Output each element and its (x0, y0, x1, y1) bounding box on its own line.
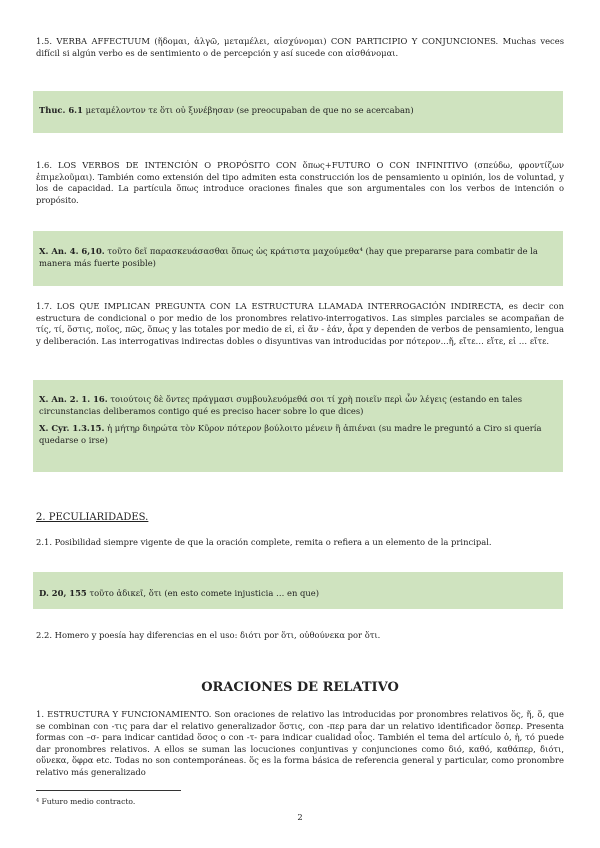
citation: X. An. 2. 1. 16. (39, 394, 108, 404)
citation: Thuc. 6.1 (39, 105, 83, 115)
citation: X. An. 4. 6,10. (39, 246, 105, 256)
example-text: ἡ μήτηρ διηρώτα τὸν Κῦρον πότερον βούλοιτο μένειν ἢ ἀπιέναι (su madre le preguntó a Ciro si quería quedarse o irse) (39, 423, 542, 445)
paragraph-verba-affectuum: 1.5. VERBA AFFECTUUM (ἥδομαι, ἀλγῶ, μεταμέλει, αἰσχύνομαι) CON PARTICIPIO Y CONJUNCIONES. Muchas veces difícil si algún verbo es de sentimiento o de percepción y así sucede con αἰσθάνομαι. (36, 36, 564, 58)
paragraph-estructura: 1. ESTRUCTURA Y FUNCIONAMIENTO. Son oraciones de relativo las introducidas por pronombres relativos ὅς, ἥ, ὅ, que se combinan con -τις para dar el relativo generalizador ὅστις, con -περ para dar un relativo identificador ὅσπερ. Presenta formas con –σ- para indicar cantidad ὅσος o con -τ- para indicar cualidad οἷος. También el tema del artículo ὁ, ἡ, τό puede dar pronombres relativos. A ellos se suman las locuciones conjuntivas y conjunciones como διό, καθό, καθάπερ, διότι, οὕνεκα, ὅφρα etc. Todas no son contemporáneas. ὅς es la forma básica de referencia general y particular, como pronombre relativo más generalizado (36, 709, 564, 777)
paragraph-homero: 2.2. Homero y poesía hay diferencias en el uso: διότι por ὅτι, οὐθούνεκα por ὅτι. (36, 630, 381, 640)
paragraph-posibilidad: 2.1. Posibilidad siempre vigente de que la oración complete, remita o refiera a un elemento de la principal. (36, 537, 492, 547)
footnote-divider (36, 790, 181, 791)
example-box-anabasis (33, 231, 563, 286)
example-text: τοῦτο δεῖ παρασκευάσασθαι ὅπως ὡς κράτιστα μαχούμεθα⁴ (hay que prepararse para combatir de la manera más fuerte posible) (39, 246, 538, 268)
example-box-interrogativas (33, 380, 563, 472)
section-heading-peculiaridades: 2. PECULIARIDADES. (36, 512, 149, 523)
example-box-demostenes (33, 572, 563, 609)
section-title-oraciones-relativo: ORACIONES DE RELATIVO (201, 680, 399, 695)
example-text: τοῦτο ἀδικεῖ, ὅτι (en esto comete injusticia … en que) (89, 588, 320, 598)
citation: X. Cyr. 1.3.15. (39, 423, 105, 434)
citation: D. 20, 155 (39, 588, 87, 598)
example-text: τοιούτοις δὲ ὄντες πράγμασι συμβουλευόμεθά σοι τί χρὴ ποιεῖν περὶ ὧν λέγεις (estando en tales circunstancias deliberamos contigo qué es preciso hacer sobre lo que dices) (39, 394, 523, 416)
paragraph-pregunta: 1.7. LOS QUE IMPLICAN PREGUNTA CON LA ESTRUCTURA LLAMADA INTERROGACIÓN INDIRECTA, es decir con estructura de condicional o por medio de los pronombres relativo-interrogativos. Las simples parciales se acompañan de τίς, τί, ὅστις, ποῖος, πῶς, ὅπως y las totales por medio de εἰ, εἰ ἄν - ἐάν, ἆρα y dependen de verbos de pensamiento, lengua y deliberación. Las interrogativas indirectas dobles o disyuntivas van introducidas por πότερον...ἤ, εἴτε… εἴτε, εἰ … εἴτε. (36, 301, 564, 346)
paragraph-verbos-intencion: 1.6. LOS VERBOS DE INTENCIÓN O PROPÓSITO CON ὅπως+FUTURO O CON INFINITIVO (σπεύδω, φροντίζων ἐπιμελοῦμαι). También como extensión del tipo admiten esta construcción los de pensamiento u opinión, los de voluntad, y los de capacidad. La partícula ὅπως introduce oraciones finales que son argumentales con los verbos de intención o propósito. (36, 160, 564, 205)
page-number: 2 (297, 812, 303, 822)
footnote: ⁴ Futuro medio contracto. (36, 797, 136, 806)
example-box-thuc (33, 91, 563, 133)
example-text: μεταμέλοντον τε ὅτι οὐ ξυνέβησαν (se preocupaban de que no se acercaban) (85, 105, 414, 115)
